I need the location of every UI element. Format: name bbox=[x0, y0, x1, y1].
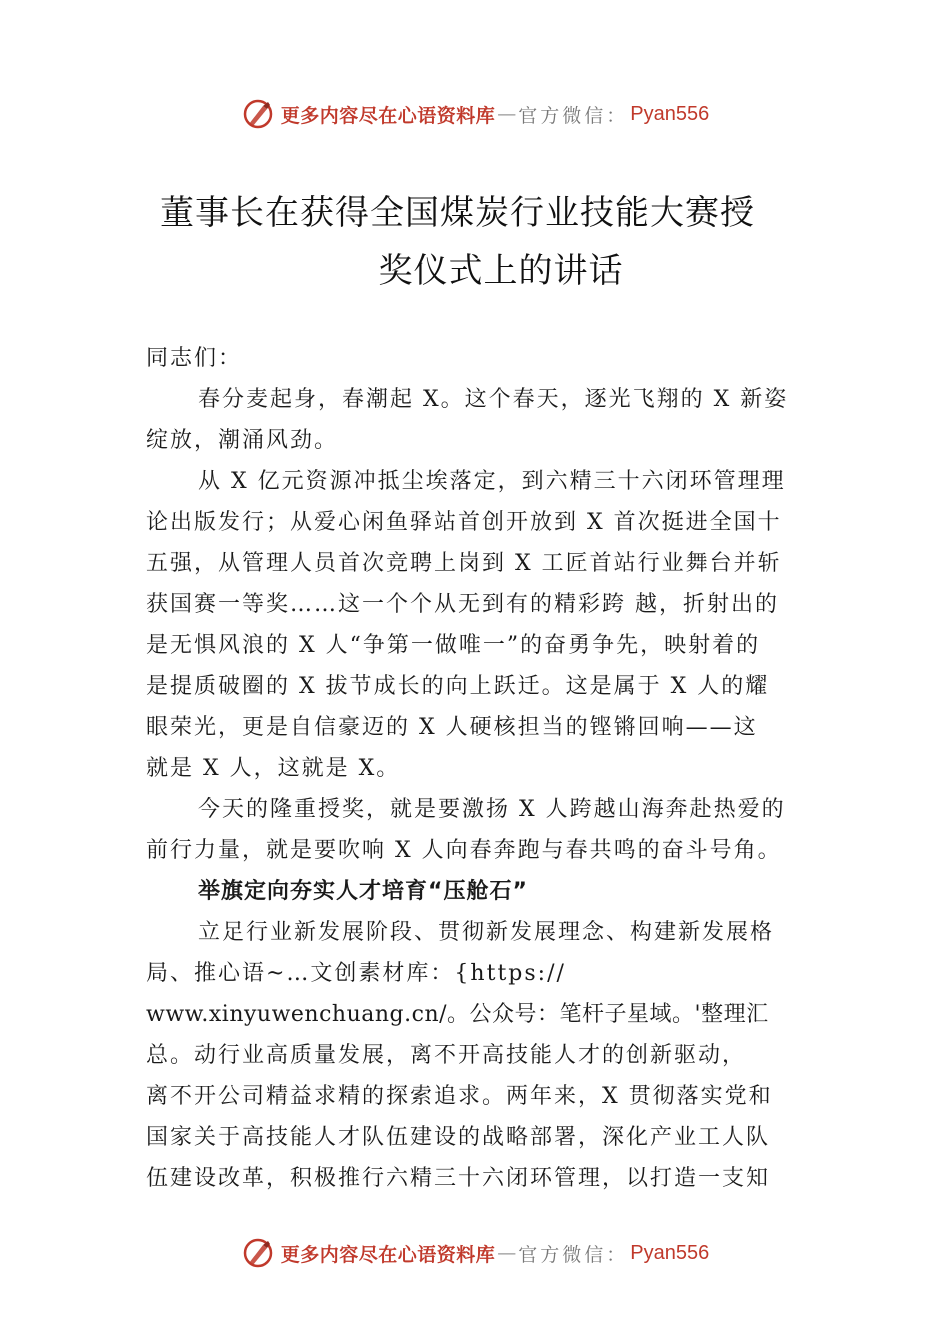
text-line: 国家关于高技能人才队伍建设的战略部署，深化产业工人队 bbox=[146, 1125, 771, 1150]
document-title bbox=[146, 184, 836, 300]
title-line-1: 董事长在获得全国煤炭行业技能大赛授 bbox=[160, 193, 755, 233]
text-line: 局、推心语~…文创素材库：{https:// bbox=[146, 961, 566, 986]
text-line: 就是 X 人，这就是 X。 bbox=[146, 756, 401, 781]
site-name: 更多内容尽在心语资料库 bbox=[280, 104, 496, 127]
text-line: 绽放，潮涌风劲。 bbox=[146, 428, 339, 453]
text-line: 论出版发行；从爱心闲鱼驿站首创开放到 X 首次挺进全国十 bbox=[146, 510, 782, 535]
text-line: 是提质破圈的 X 拔节成长的向上跃迁。这是属于 X 人的耀 bbox=[146, 674, 770, 699]
text-line: 总。动行业高质量发展，离不开高技能人才的创新驱动， bbox=[146, 1043, 747, 1068]
text-line: 离不开公司精益求精的探索追求。两年来，X 贯彻落实党和 bbox=[146, 1084, 773, 1109]
fountain-pen-logo-icon bbox=[241, 97, 275, 131]
title-line-2: 奖仪式上的讲话 bbox=[378, 251, 624, 291]
site-name: 更多内容尽在心语资料库 bbox=[280, 1243, 496, 1266]
header-watermark-banner bbox=[0, 94, 950, 134]
text-line: 立足行业新发展阶段、贯彻新发展理念、构建新发展格 bbox=[198, 920, 775, 945]
text-line: 是无惧风浪的 X 人“争第一做唯一”的奋勇争先，映射着的 bbox=[146, 633, 761, 658]
text-line: 前行力量，就是要吹响 X 人向春奔跑与春共鸣的奋斗号角。 bbox=[146, 838, 782, 863]
text-line: 春分麦起身，春潮起 X。这个春天，逐光飞翔的 X 新姿 bbox=[198, 387, 789, 412]
text-line: 今天的隆重授奖，就是要激扬 X 人跨越山海奔赴热爱的 bbox=[198, 797, 786, 822]
text-line: 伍建设改革，积极推行六精三十六闭环管理，以打造一支知 bbox=[146, 1166, 771, 1191]
wechat-id: Pyan556 bbox=[630, 1241, 710, 1264]
section-heading: 举旗定向夯实人才培育“压舱石” bbox=[198, 879, 528, 904]
text-line: 五强，从管理人员首次竞聘上岗到 X 工匠首站行业舞台并斩 bbox=[146, 551, 782, 576]
text-line: 眼荣光，更是自信豪迈的 X 人硬核担当的铿锵回响——这 bbox=[146, 715, 758, 740]
text-line: 从 X 亿元资源冲抵尘埃落定，到六精三十六闭环管理理 bbox=[198, 469, 786, 494]
wechat-id: Pyan556 bbox=[630, 102, 710, 125]
wechat-label: 官方微信： bbox=[518, 104, 629, 127]
text-line: www.xinyuwenchuang.cn/。公众号：笔杆子星域。'整理汇 bbox=[146, 1002, 769, 1027]
wechat-label: 官方微信： bbox=[518, 1243, 629, 1266]
separator-dash: — bbox=[497, 103, 517, 125]
document-body bbox=[146, 338, 821, 1199]
footer-watermark-banner bbox=[0, 1233, 950, 1273]
separator-dash: — bbox=[497, 1242, 517, 1264]
text-line: 同志们： bbox=[146, 346, 243, 371]
fountain-pen-logo-icon bbox=[241, 1236, 275, 1270]
text-line: 获国赛一等奖……这一个个从无到有的精彩跨 越，折射出的 bbox=[146, 592, 779, 617]
